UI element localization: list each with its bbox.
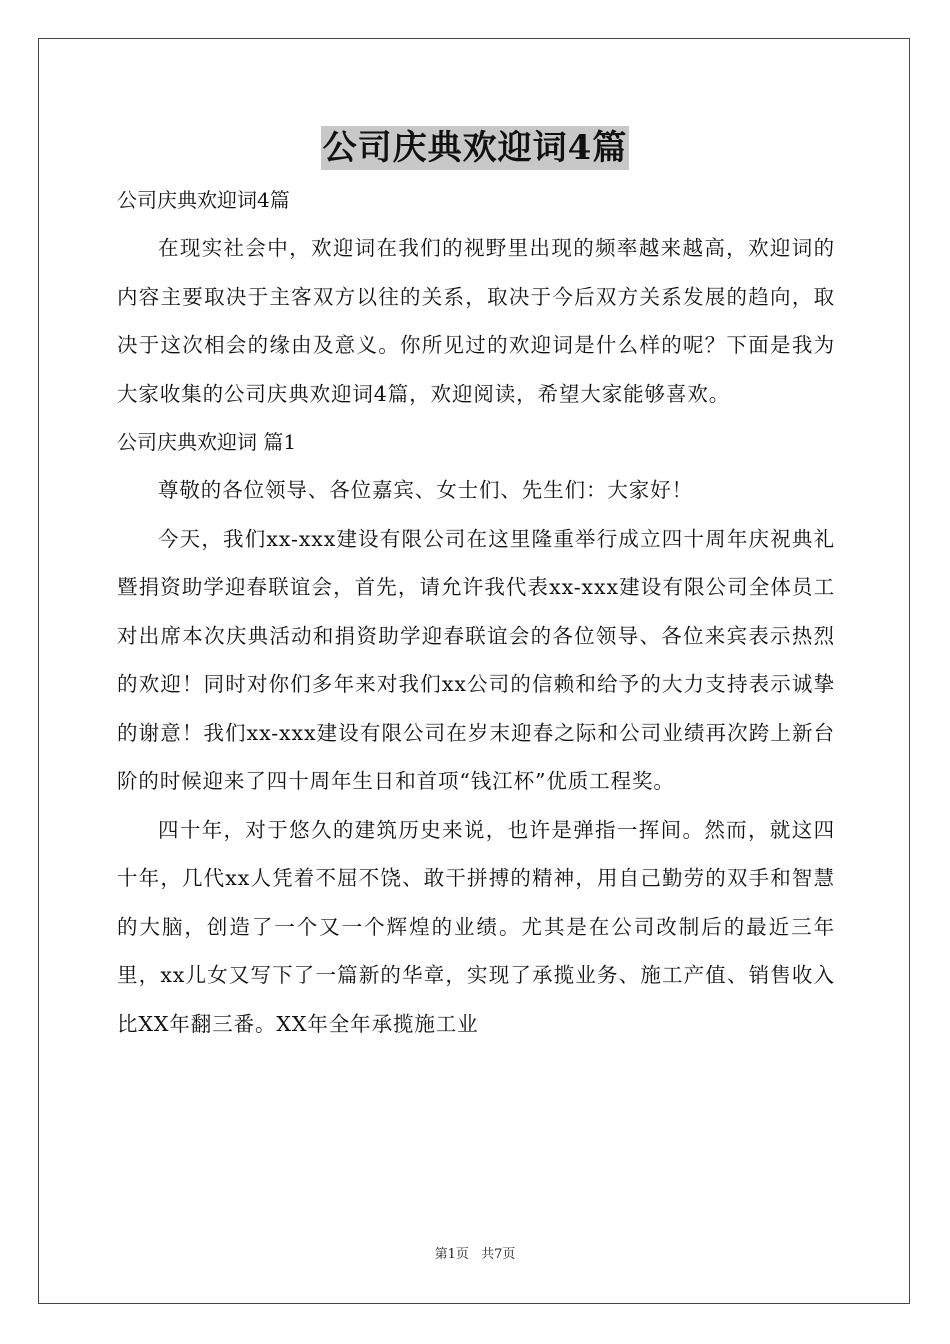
page-footer xyxy=(0,1245,950,1265)
section-heading: 公司庆典欢迎词 篇1 xyxy=(117,430,297,454)
document-subtitle: 公司庆典欢迎词4篇 xyxy=(117,188,290,212)
greeting-paragraph: 尊敬的各位领导、各位嘉宾、女士们、先生们：大家好！ xyxy=(158,478,693,502)
title-container xyxy=(0,126,950,170)
intro-paragraph: 在现实社会中，欢迎词在我们的视野里出现的频率越来越高，欢迎词的内容主要取决于主客双方以往的关系，取决于今后双方关系发展的趋向，取决于这次相会的缘由及意义。你所见过的欢迎词是什么样的呢？下面是我为大家收集的公司庆典欢迎词4篇，欢迎阅读，希望大家能够喜欢。 xyxy=(117,236,835,406)
page-number-total: 共7页 xyxy=(481,1247,516,1262)
page-number-current: 第1页 xyxy=(434,1247,469,1262)
document-body xyxy=(117,176,835,1048)
body-paragraph: 四十年，对于悠久的建筑历史来说，也许是弹指一挥间。然而，就这四十年，几代xx人凭着不屈不饶、敢干拼搏的精神，用自己勤劳的双手和智慧的大脑，创造了一个又一个辉煌的业绩。尤其是在公司改制后的最近三年里，xx儿女又写下了一篇新的华章，实现了承揽业务、施工产值、销售收入比XX年翻三番。XX年全年承揽施工业 xyxy=(117,817,835,1036)
body-paragraph: 今天，我们xx-xxx建设有限公司在这里隆重举行成立四十周年庆祝典礼暨捐资助学迎春联谊会，首先，请允许我代表xx-xxx建设有限公司全体员工对出席本次庆典活动和捐资助学迎春联谊会的各位领导、各位来宾表示热烈的欢迎！同时对你们多年来对我们xx公司的信赖和给予的大力支持表示诚挚的谢意！我们xx-xxx建设有限公司在岁末迎春之际和公司业绩再次跨上新台阶的时候迎来了四十周年生日和首项“钱江杯”优质工程奖。 xyxy=(117,526,835,793)
document-title: 公司庆典欢迎词4篇 xyxy=(322,128,628,168)
